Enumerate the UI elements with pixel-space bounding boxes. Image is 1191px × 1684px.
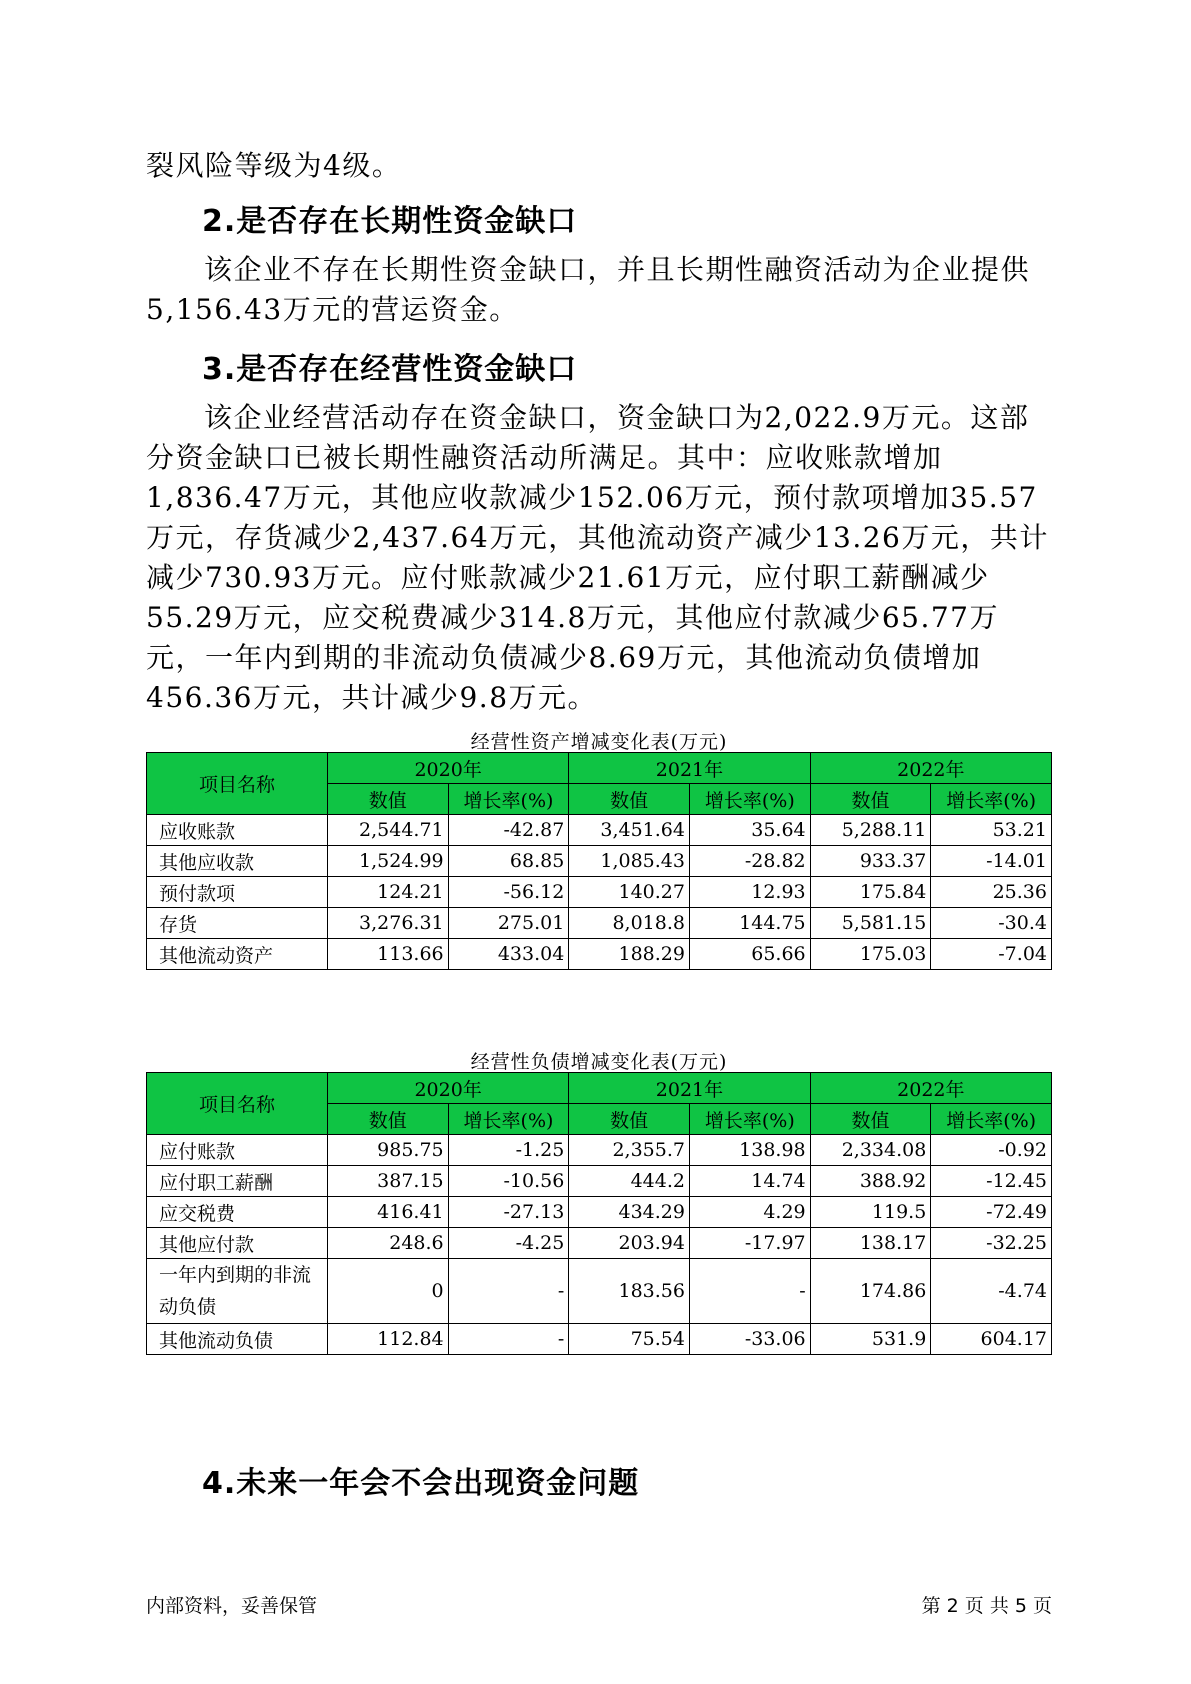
cell-rate: -7.04 xyxy=(931,939,1052,970)
table-row xyxy=(147,1197,1052,1228)
cell-rate: 4.29 xyxy=(689,1197,810,1228)
row-name: 存货 xyxy=(147,908,328,939)
table-row xyxy=(147,1135,1052,1166)
cell-value: 2,355.7 xyxy=(569,1135,690,1166)
row-name: 其他流动负债 xyxy=(147,1324,328,1355)
paragraph-operating-gap: 该企业经营活动存在资金缺口，资金缺口为2,022.9万元。这部分资金缺口已被长期性融资活动所满足。其中：应收账款增加1,836.47万元，其他应收款减少152.06万元，预付款项增加35.57万元，存货减少2,437.64万元，其他流动资产减少13.26万元，共计减少730.93万元。应付账款减少21.61万元，应付职工薪酬减少55.29万元，应交税费减少314.8万元，其他应付款减少65.77万元，一年内到期的非流动负债减少8.69万元，其他流动负债增加456.36万元，共计减少9.8万元。 xyxy=(146,401,1049,714)
cell-value: 387.15 xyxy=(327,1166,448,1197)
cell-rate: 12.93 xyxy=(689,877,810,908)
assets-change-table xyxy=(146,752,1052,970)
cell-value: 124.21 xyxy=(327,877,448,908)
cell-rate: 65.66 xyxy=(689,939,810,970)
cell-value: 112.84 xyxy=(327,1324,448,1355)
header-year: 2022年 xyxy=(810,1073,1051,1104)
cell-value: 138.17 xyxy=(810,1228,931,1259)
cell-value: 175.84 xyxy=(810,877,931,908)
row-name: 应收账款 xyxy=(147,815,328,846)
section-heading-2: 2.是否存在长期性资金缺口 xyxy=(202,204,578,239)
header-year: 2022年 xyxy=(810,753,1051,784)
cell-rate: -0.92 xyxy=(931,1135,1052,1166)
cell-value: 75.54 xyxy=(569,1324,690,1355)
paragraph-long-term-gap: 该企业不存在长期性资金缺口，并且长期性融资活动为企业提供5,156.43万元的营运资金。 xyxy=(146,253,1031,326)
cell-rate: 604.17 xyxy=(931,1324,1052,1355)
cell-rate: -14.01 xyxy=(931,846,1052,877)
cell-value: 388.92 xyxy=(810,1166,931,1197)
cell-rate: -30.4 xyxy=(931,908,1052,939)
row-name: 一年内到期的非流动负债 xyxy=(147,1259,328,1324)
cell-rate: -27.13 xyxy=(448,1197,569,1228)
table-row xyxy=(147,908,1052,939)
cell-rate: -33.06 xyxy=(689,1324,810,1355)
cell-value: 8,018.8 xyxy=(569,908,690,939)
cell-value: 3,451.64 xyxy=(569,815,690,846)
cell-rate: 144.75 xyxy=(689,908,810,939)
cell-value: 933.37 xyxy=(810,846,931,877)
header-year: 2020年 xyxy=(327,1073,568,1104)
cell-value: 416.41 xyxy=(327,1197,448,1228)
table-caption-assets: 经营性资产增减变化表(万元) xyxy=(470,731,728,753)
cell-rate: -56.12 xyxy=(448,877,569,908)
cell-rate: - xyxy=(689,1259,810,1324)
cell-value: 1,085.43 xyxy=(569,846,690,877)
cell-rate: -32.25 xyxy=(931,1228,1052,1259)
cell-rate: 433.04 xyxy=(448,939,569,970)
cell-rate: -10.56 xyxy=(448,1166,569,1197)
header-value: 数值 xyxy=(569,784,690,815)
cell-rate: 275.01 xyxy=(448,908,569,939)
table-row xyxy=(147,846,1052,877)
cell-rate: -28.82 xyxy=(689,846,810,877)
table-row xyxy=(147,815,1052,846)
cell-rate: -72.49 xyxy=(931,1197,1052,1228)
header-value: 数值 xyxy=(327,1104,448,1135)
header-value: 数值 xyxy=(810,784,931,815)
header-value: 数值 xyxy=(569,1104,690,1135)
cell-value: 5,581.15 xyxy=(810,908,931,939)
cell-rate: 68.85 xyxy=(448,846,569,877)
cell-value: 2,334.08 xyxy=(810,1135,931,1166)
cell-value: 0 xyxy=(327,1259,448,1324)
cell-value: 183.56 xyxy=(569,1259,690,1324)
table-header-row xyxy=(147,1073,1052,1104)
cell-value: 531.9 xyxy=(810,1324,931,1355)
table-row xyxy=(147,1228,1052,1259)
cell-value: 119.5 xyxy=(810,1197,931,1228)
table-header-row xyxy=(147,753,1052,784)
header-item-name: 项目名称 xyxy=(147,1073,328,1135)
table-row xyxy=(147,1166,1052,1197)
paragraph-continuation: 裂风险等级为4级。 xyxy=(146,149,402,182)
cell-rate: -1.25 xyxy=(448,1135,569,1166)
cell-value: 1,524.99 xyxy=(327,846,448,877)
cell-rate: -4.25 xyxy=(448,1228,569,1259)
cell-value: 5,288.11 xyxy=(810,815,931,846)
table-row xyxy=(147,1259,1052,1324)
row-name: 其他应付款 xyxy=(147,1228,328,1259)
cell-value: 140.27 xyxy=(569,877,690,908)
row-name: 其他流动资产 xyxy=(147,939,328,970)
row-name: 应交税费 xyxy=(147,1197,328,1228)
row-name: 预付款项 xyxy=(147,877,328,908)
header-rate: 增长率(%) xyxy=(689,784,810,815)
header-value: 数值 xyxy=(327,784,448,815)
cell-rate: 53.21 xyxy=(931,815,1052,846)
cell-value: 188.29 xyxy=(569,939,690,970)
header-rate: 增长率(%) xyxy=(448,1104,569,1135)
table-caption-liabilities: 经营性负债增减变化表(万元) xyxy=(470,1051,728,1073)
header-item-name: 项目名称 xyxy=(147,753,328,815)
table-row xyxy=(147,1324,1052,1355)
table-row xyxy=(147,877,1052,908)
row-name: 应付职工薪酬 xyxy=(147,1166,328,1197)
cell-value: 985.75 xyxy=(327,1135,448,1166)
row-name: 应付账款 xyxy=(147,1135,328,1166)
cell-rate: -17.97 xyxy=(689,1228,810,1259)
cell-value: 3,276.31 xyxy=(327,908,448,939)
cell-rate: - xyxy=(448,1324,569,1355)
cell-value: 113.66 xyxy=(327,939,448,970)
cell-rate: 25.36 xyxy=(931,877,1052,908)
table-row xyxy=(147,939,1052,970)
header-year: 2021年 xyxy=(569,753,810,784)
cell-value: 248.6 xyxy=(327,1228,448,1259)
header-rate: 增长率(%) xyxy=(931,784,1052,815)
liabilities-change-table xyxy=(146,1072,1052,1355)
section-heading-4: 4.未来一年会不会出现资金问题 xyxy=(202,1466,640,1501)
header-rate: 增长率(%) xyxy=(931,1104,1052,1135)
cell-value: 2,544.71 xyxy=(327,815,448,846)
header-year: 2020年 xyxy=(327,753,568,784)
cell-rate: -12.45 xyxy=(931,1166,1052,1197)
cell-rate: 138.98 xyxy=(689,1135,810,1166)
cell-rate: -42.87 xyxy=(448,815,569,846)
header-rate: 增长率(%) xyxy=(689,1104,810,1135)
cell-rate: - xyxy=(448,1259,569,1324)
footer-page-number: 第 2 页 共 5 页 xyxy=(921,1595,1052,1617)
header-year: 2021年 xyxy=(569,1073,810,1104)
header-value: 数值 xyxy=(810,1104,931,1135)
cell-rate: 14.74 xyxy=(689,1166,810,1197)
footer-confidential-note: 内部资料，妥善保管 xyxy=(146,1595,318,1617)
cell-value: 434.29 xyxy=(569,1197,690,1228)
section-heading-3: 3.是否存在经营性资金缺口 xyxy=(202,352,578,387)
cell-value: 203.94 xyxy=(569,1228,690,1259)
cell-value: 175.03 xyxy=(810,939,931,970)
cell-rate: -4.74 xyxy=(931,1259,1052,1324)
row-name: 其他应收款 xyxy=(147,846,328,877)
cell-rate: 35.64 xyxy=(689,815,810,846)
cell-value: 174.86 xyxy=(810,1259,931,1324)
cell-value: 444.2 xyxy=(569,1166,690,1197)
header-rate: 增长率(%) xyxy=(448,784,569,815)
